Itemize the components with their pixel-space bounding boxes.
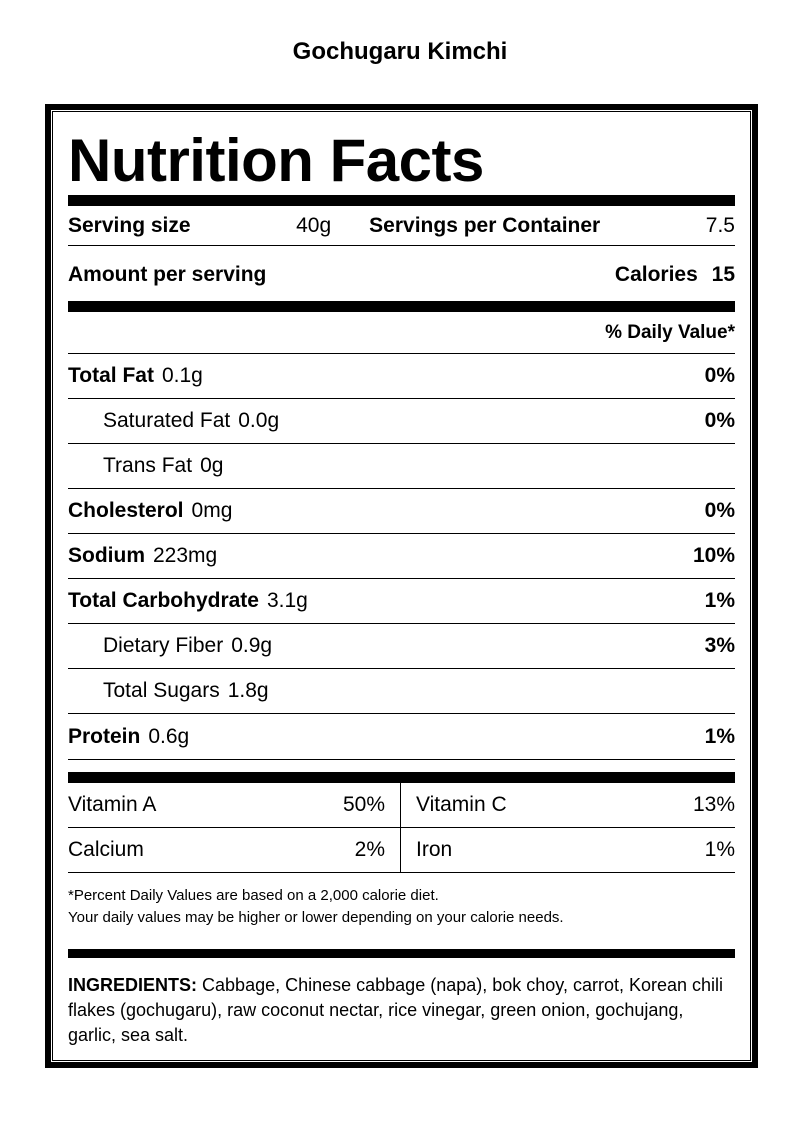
nutrient-amount: 0.0g [238, 409, 280, 432]
serving-size-label: Serving size [68, 213, 191, 237]
nutrient-daily-value: 0% [704, 409, 735, 432]
amount-per-serving-label: Amount per serving [68, 262, 267, 286]
vitamin-row [68, 828, 735, 873]
nutrient-name: Sodium [68, 544, 145, 567]
vitamin-name: Calcium [68, 838, 144, 861]
nutrient-row-saturated-fat [68, 399, 735, 444]
serving-size-value: 40g [296, 213, 332, 237]
nutrient-amount: 223mg [153, 544, 218, 567]
nutrient-row-total-fat [68, 354, 735, 399]
vitamin-cell [68, 783, 401, 827]
servings-per-container-value: 7.5 [705, 213, 735, 237]
nutrient-name: Total Carbohydrate [68, 589, 259, 612]
ingredients-text: Cabbage, Chinese cabbage (napa), bok choy, carrot, Korean chili flakes (gochugaru), raw coconut nectar, rice vinegar, green onion, gochujang, garlic, sea salt. [68, 975, 724, 1045]
vitamin-daily-value: 50% [342, 793, 385, 816]
thick-divider [68, 195, 735, 206]
vitamin-row [68, 783, 735, 828]
calories-label: Calories [614, 262, 698, 286]
vitamin-cell [68, 828, 401, 872]
nutrient-amount: 0.6g [148, 724, 190, 748]
product-title: Gochugaru Kimchi [292, 38, 508, 65]
nutrient-name: Trans Fat [103, 454, 193, 477]
nutrient-name: Protein [68, 724, 141, 748]
calories [615, 263, 735, 287]
nutrient-daily-value: 3% [704, 634, 735, 657]
ingredients [68, 958, 735, 1048]
serving-row [68, 206, 735, 246]
nutrient-row-total-carbohydrate [68, 579, 735, 624]
nutrient-amount: 0.9g [231, 634, 273, 657]
nutrient-name: Total Fat [68, 364, 154, 387]
nutrition-facts-heading: Nutrition Facts [68, 127, 484, 194]
nutrient-name: Cholesterol [68, 499, 184, 522]
daily-value-header: % Daily Value* [68, 312, 735, 354]
nutrient-daily-value: 0% [704, 499, 735, 522]
nutrient-name: Total Sugars [103, 679, 220, 702]
vitamin-cell [401, 783, 735, 827]
nutrient-row-sodium [68, 534, 735, 579]
vitamin-daily-value: 2% [354, 838, 385, 861]
nutrient-daily-value: 1% [704, 724, 735, 748]
nutrient-row-protein [68, 714, 735, 759]
servings-per-container-label: Servings per Container [369, 213, 601, 237]
thick-divider [68, 301, 735, 312]
nutrient-row-total-sugars [68, 669, 735, 714]
amount-per-serving-row [68, 246, 735, 301]
ingredients-label: INGREDIENTS: [68, 975, 198, 995]
vitamin-name: Vitamin C [416, 793, 507, 816]
nutrient-row-cholesterol [68, 489, 735, 534]
vitamin-name: Vitamin A [68, 793, 157, 816]
nutrient-amount: 0g [200, 454, 224, 477]
nutrient-name: Saturated Fat [103, 409, 231, 432]
calories-value: 15 [711, 262, 735, 286]
footnote [68, 873, 735, 949]
vitamin-name: Iron [416, 838, 453, 861]
nutrient-daily-value: 1% [704, 589, 735, 612]
nutrient-daily-value: 0% [704, 364, 735, 387]
nutrient-daily-value: 10% [692, 544, 735, 567]
nutrient-amount: 0.1g [161, 364, 203, 387]
thick-divider [68, 949, 735, 958]
nutrition-label [68, 126, 735, 1048]
nutrient-amount: 1.8g [227, 679, 269, 702]
vitamin-cell [401, 828, 735, 872]
nutrient-row-trans-fat [68, 444, 735, 489]
nutrient-row-dietary-fiber [68, 624, 735, 669]
vitamin-daily-value: 1% [704, 838, 735, 861]
footnote-line: Your daily values may be higher or lower depending on your calorie needs. [68, 909, 564, 926]
vitamin-daily-value: 13% [692, 793, 735, 816]
thick-divider [68, 772, 735, 783]
footnote-line: *Percent Daily Values are based on a 2,000 calorie diet. [68, 887, 439, 904]
nutrient-amount: 3.1g [266, 589, 308, 612]
nutrient-name: Dietary Fiber [103, 634, 224, 657]
nutrient-amount: 0mg [191, 499, 233, 522]
